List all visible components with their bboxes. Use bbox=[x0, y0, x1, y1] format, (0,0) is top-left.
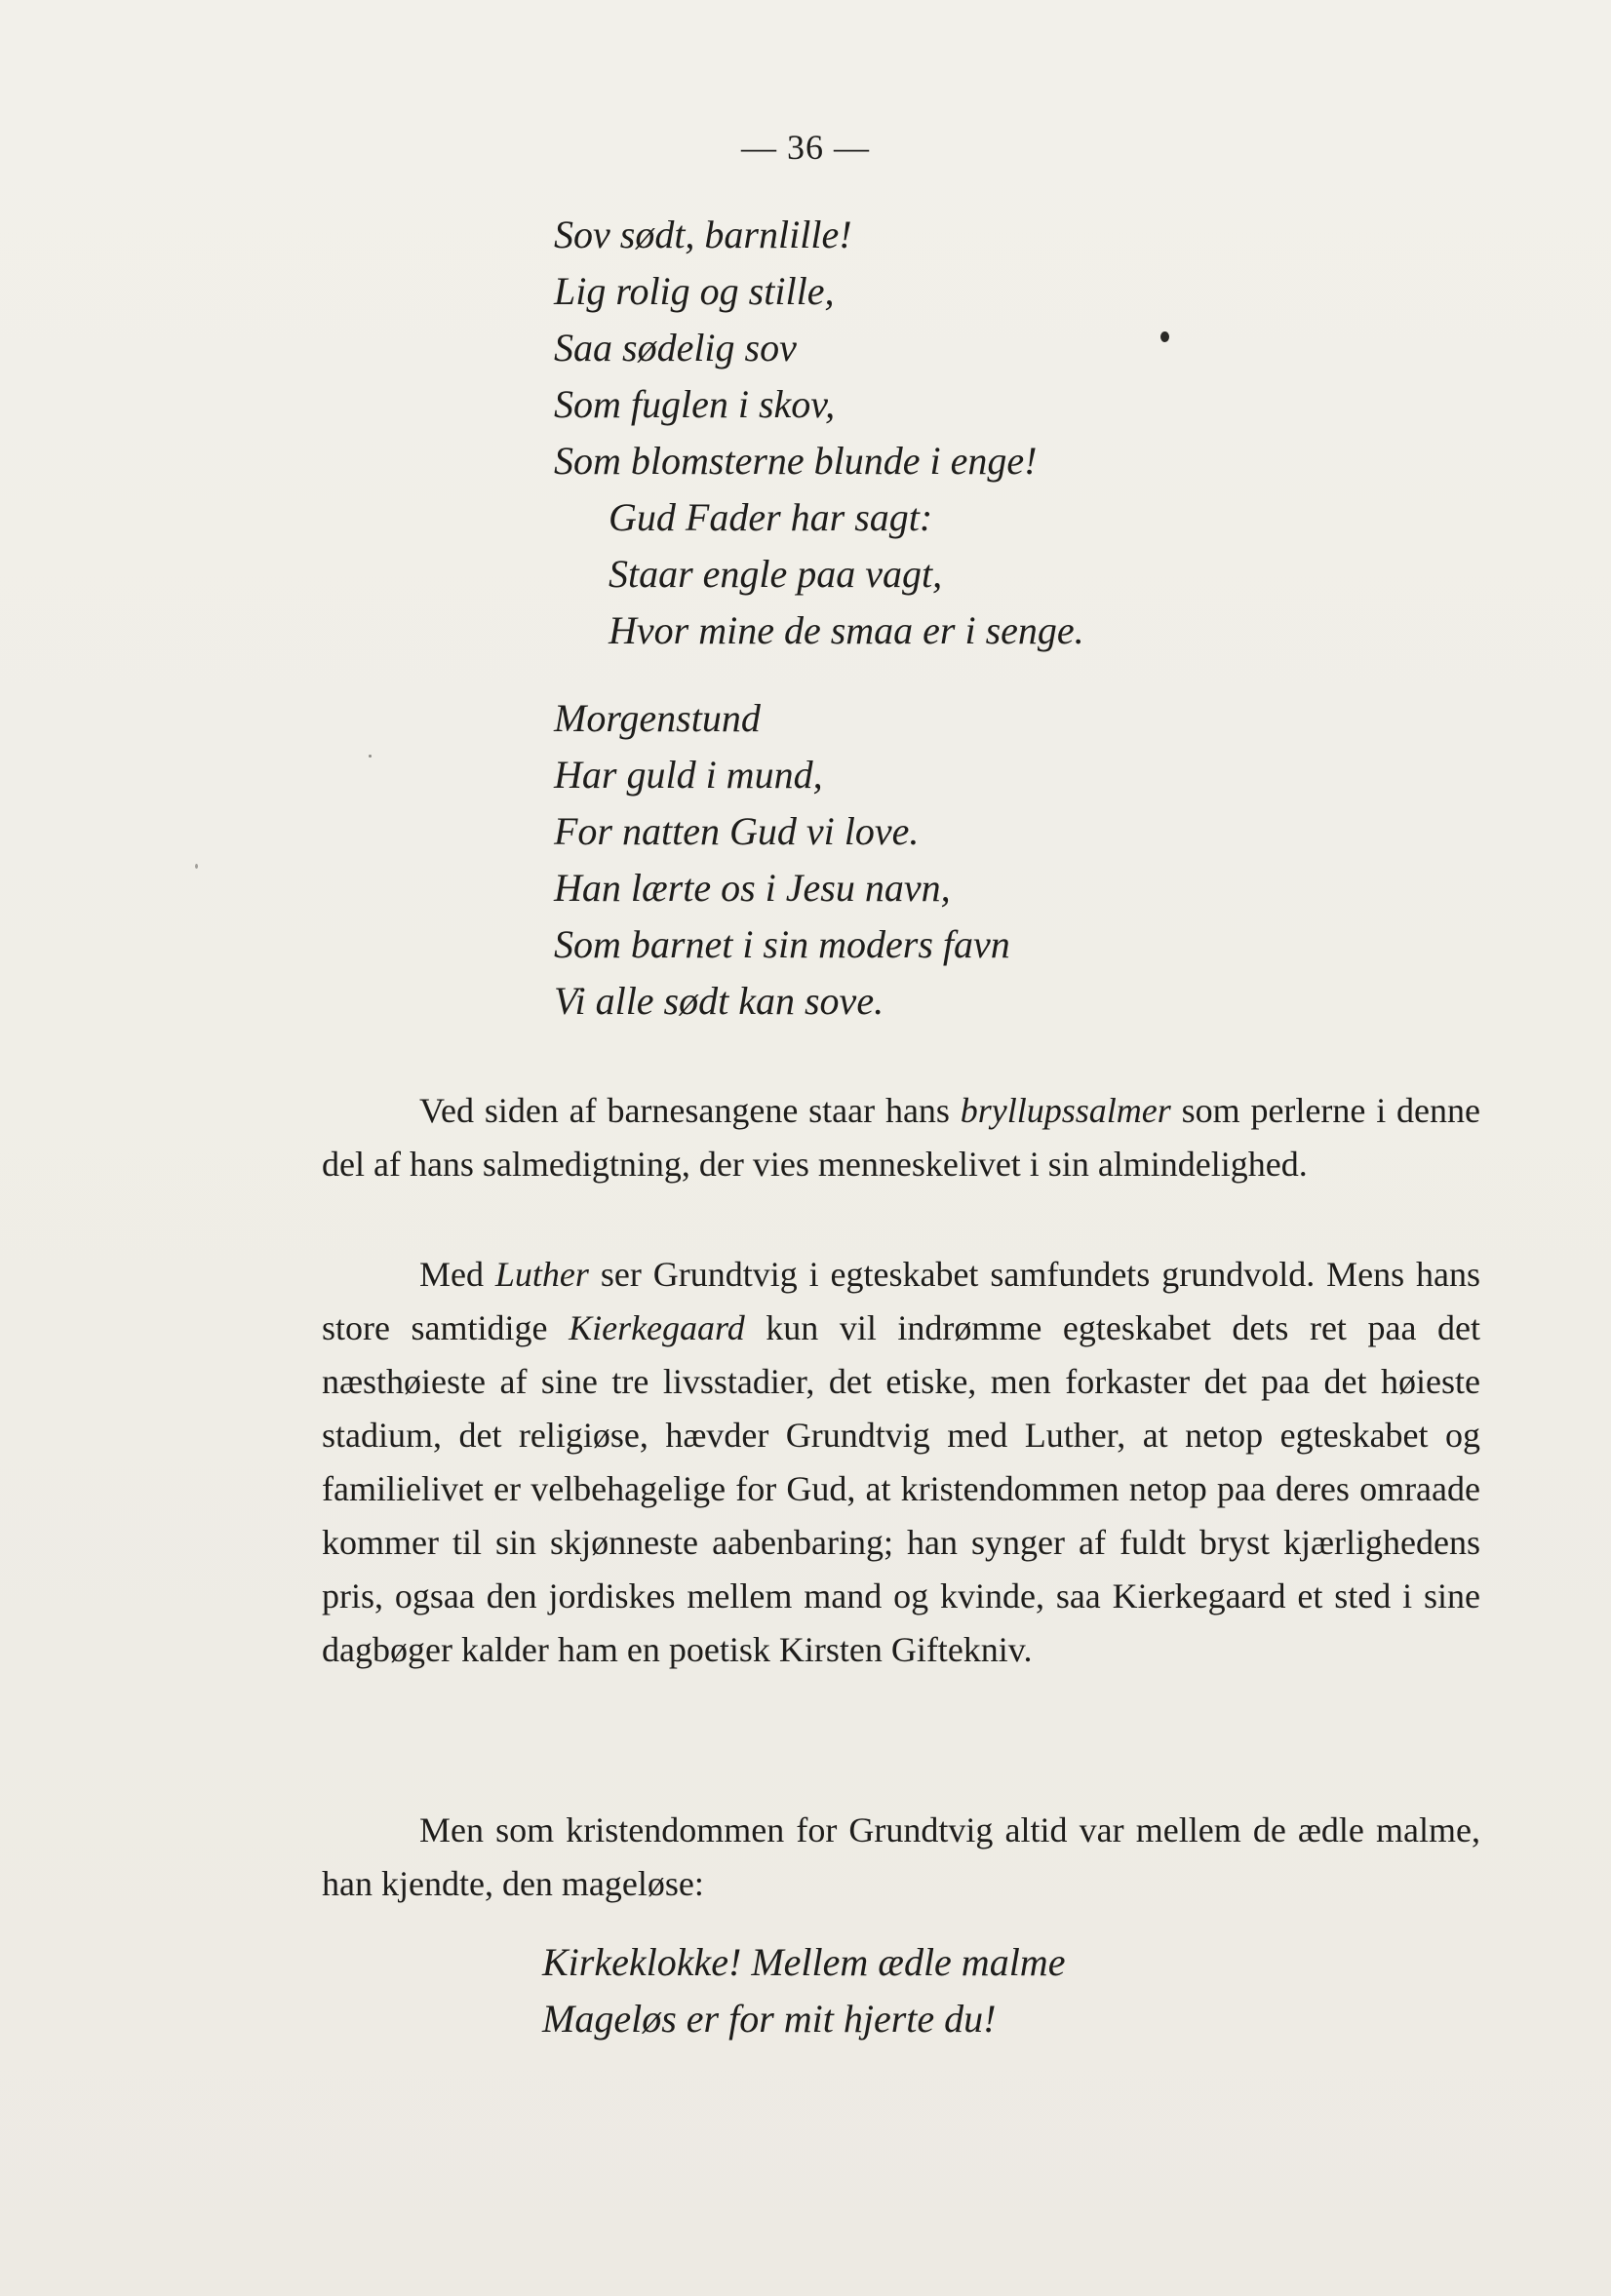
verse-line: Morgenstund bbox=[554, 696, 761, 740]
verse-line: Som fuglen i skov, bbox=[554, 382, 836, 426]
verse-line: Hvor mine de smaa er i senge. bbox=[609, 608, 1084, 652]
ink-speck bbox=[369, 755, 372, 758]
verse-line: Som barnet i sin moders favn bbox=[554, 922, 1010, 966]
verse-line: Har guld i mund, bbox=[554, 753, 823, 797]
paragraph-text-run: ser Grundtvig i egteskabet samfundets grundvold. Mens hans store samtidige bbox=[322, 1255, 1480, 1347]
ink-speck bbox=[195, 864, 198, 869]
verse-line: Mageløs er for mit hjerte du! bbox=[542, 1997, 997, 2041]
paragraph-text bbox=[322, 1084, 1480, 1191]
paragraph-text bbox=[322, 1248, 1480, 1677]
verse-line: Som blomsterne blunde i enge! bbox=[554, 439, 1038, 483]
emphasis-text: Luther bbox=[494, 1255, 589, 1294]
paragraph-wedding-hymns bbox=[322, 1084, 1480, 1191]
verse-line: Lig rolig og stille, bbox=[554, 269, 835, 313]
paragraph-text-run: kun vil indrømme egteskabet dets ret paa det næsthøieste af sine tre livsstadier, det etiske, men forkaster det paa det høieste stadium, det religiøse, hævder Grundtvig med Luther, at netop egteskabet og familielivet er velbehagelige for Gud, at kristendommen netop paa deres omraade kommer til sin skjønneste aabenbaring; han synger af fuldt bryst kjærlighedens pris, ogsaa den jordiskes mellem mand og kvinde, saa Kierkegaard et sted i sine dagbøger kalder ham en poetisk Kirsten Giftekniv. bbox=[322, 1308, 1480, 1669]
paragraph-text-run: Ved siden af barnesangene staar hans bbox=[419, 1091, 961, 1130]
lullaby-verse-1 bbox=[554, 207, 1084, 659]
page-number: — 36 — bbox=[741, 128, 870, 167]
verse-line: Vi alle sødt kan sove. bbox=[554, 979, 884, 1023]
ink-speck bbox=[1160, 331, 1169, 342]
verse-line: Han lærte os i Jesu navn, bbox=[554, 866, 951, 910]
verse-line: Kirkeklokke! Mellem ædle malme bbox=[542, 1940, 1066, 1984]
paragraph-church-bell bbox=[322, 1804, 1480, 1911]
verse-line: For natten Gud vi love. bbox=[554, 809, 920, 853]
emphasis-text: Kierkegaard bbox=[569, 1308, 745, 1347]
verse-line: Saa sødelig sov bbox=[554, 326, 797, 370]
verse-line: Sov sødt, barnlille! bbox=[554, 213, 852, 256]
paragraph-text: Men som kristendommen for Grundtvig altid var mellem de ædle malme, han kjendte, den mageløse: bbox=[322, 1810, 1480, 1903]
paragraph-text-run: som perlerne i denne del af hans salmedigtning, der vies menneskelivet i sin almindelighed. bbox=[322, 1091, 1480, 1184]
verse-line: Gud Fader har sagt: bbox=[609, 495, 933, 539]
verse-line: Staar engle paa vagt, bbox=[609, 552, 943, 596]
paragraph-luther-kierkegaard bbox=[322, 1248, 1480, 1677]
lullaby-verse-2 bbox=[554, 690, 1010, 1030]
emphasis-text: bryllupssalmer bbox=[960, 1091, 1171, 1130]
church-bell-verse bbox=[542, 1934, 1065, 2047]
paragraph-text-run: Med bbox=[419, 1255, 495, 1294]
